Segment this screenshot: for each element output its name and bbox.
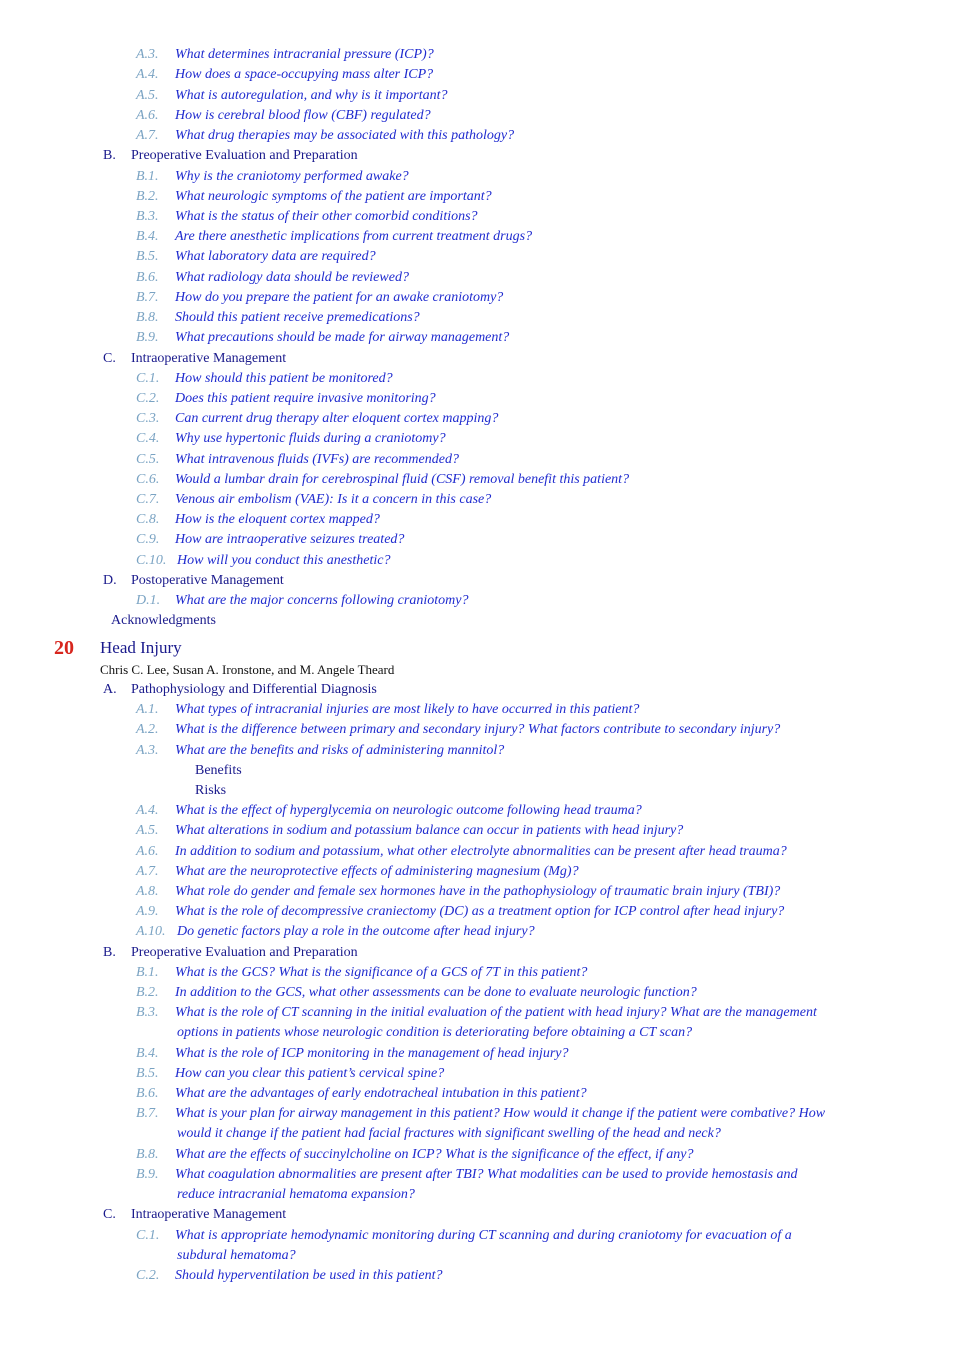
question-number: B.8. xyxy=(136,310,159,325)
section-title: Intraoperative Management xyxy=(131,351,287,366)
question-number: C.4. xyxy=(136,431,160,446)
chapter-title: Head Injury xyxy=(100,638,182,657)
question-text: How should this patient be monitored? xyxy=(175,371,393,386)
question-text: What is the role of decompressive craniectomy (DC) as a treatment option for ICP control after head injury? xyxy=(175,904,785,919)
question-text: What is the difference between primary and secondary injury? What factors contribute to secondary injury? xyxy=(175,722,781,737)
question-number: B.9. xyxy=(136,330,159,345)
question-text: Venous air embolism (VAE): Is it a concern in this case? xyxy=(175,492,492,507)
question-text: What is the role of ICP monitoring in the management of head injury? xyxy=(175,1046,569,1061)
question-number: A.6. xyxy=(136,844,159,859)
question-text: What alterations in sodium and potassium balance can occur in patients with head injury? xyxy=(175,823,684,838)
question-number: A.3. xyxy=(136,743,159,758)
question-number: C.2. xyxy=(136,1268,160,1283)
question-text: What is the effect of hyperglycemia on neurologic outcome following head trauma? xyxy=(175,803,642,818)
subheading-text: Risks xyxy=(195,783,227,798)
authors-text: Chris C. Lee, Susan A. Ironstone, and M. Angele Theard xyxy=(100,662,395,677)
question-text: Would a lumbar drain for cerebrospinal fluid (CSF) removal benefit this patient? xyxy=(175,472,630,487)
question-number: B.3. xyxy=(136,1005,159,1020)
section-letter: B. xyxy=(103,148,116,163)
question-number: B.6. xyxy=(136,270,159,285)
question-text: What laboratory data are required? xyxy=(175,249,376,264)
question-text: How can you clear this patient’s cervical spine? xyxy=(175,1066,445,1081)
question-number: A.7. xyxy=(136,864,159,879)
question-text: How is cerebral blood flow (CBF) regulated? xyxy=(175,108,431,123)
question-number: D.1. xyxy=(136,593,161,608)
question-number: B.9. xyxy=(136,1167,159,1182)
question-number: B.2. xyxy=(136,189,159,204)
question-number: A.6. xyxy=(136,108,159,123)
question-number: B.4. xyxy=(136,1046,159,1061)
question-number: C.10. xyxy=(136,553,167,568)
section-title: Preoperative Evaluation and Preparation xyxy=(131,148,358,163)
question-text: subdural hematoma? xyxy=(177,1248,296,1263)
question-number: C.8. xyxy=(136,512,160,527)
question-text: What precautions should be made for airway management? xyxy=(175,330,510,345)
question-text: Should hyperventilation be used in this patient? xyxy=(175,1268,443,1283)
question-number: A.2. xyxy=(136,722,159,737)
question-text: What are the neuroprotective effects of administering magnesium (Mg)? xyxy=(175,864,579,879)
section-title: Postoperative Management xyxy=(131,573,284,588)
section-letter: A. xyxy=(103,682,117,697)
question-number: A.5. xyxy=(136,823,159,838)
question-number: B.6. xyxy=(136,1086,159,1101)
question-text: How are intraoperative seizures treated? xyxy=(175,532,405,547)
question-number: B.7. xyxy=(136,290,159,305)
question-text: How does a space-occupying mass alter ICP? xyxy=(175,67,434,82)
question-text: Can current drug therapy alter eloquent cortex mapping? xyxy=(175,411,499,426)
question-number: C.2. xyxy=(136,391,160,406)
question-number: C.6. xyxy=(136,472,160,487)
question-number: B.2. xyxy=(136,985,159,1000)
question-number: B.8. xyxy=(136,1147,159,1162)
question-number: B.7. xyxy=(136,1106,159,1121)
question-number: B.1. xyxy=(136,169,159,184)
question-number: B.4. xyxy=(136,229,159,244)
question-text: What determines intracranial pressure (ICP)? xyxy=(175,47,434,62)
question-text: What is the status of their other comorbid conditions? xyxy=(175,209,478,224)
section-letter: C. xyxy=(103,1207,116,1222)
section-title: Pathophysiology and Differential Diagnosis xyxy=(131,682,377,697)
question-number: A.4. xyxy=(136,803,159,818)
question-number: B.5. xyxy=(136,249,159,264)
chapter-number: 20 xyxy=(54,637,74,659)
section-title: Preoperative Evaluation and Preparation xyxy=(131,945,358,960)
question-number: B.5. xyxy=(136,1066,159,1081)
question-text: In addition to the GCS, what other assessments can be done to evaluate neurologic function? xyxy=(175,985,697,1000)
question-number: B.1. xyxy=(136,965,159,980)
section-letter: B. xyxy=(103,945,116,960)
question-number: A.10. xyxy=(136,924,166,939)
question-text: What are the effects of succinylcholine on ICP? What is the significance of the effect, if any? xyxy=(175,1147,694,1162)
question-text: How will you conduct this anesthetic? xyxy=(177,553,391,568)
question-number: C.3. xyxy=(136,411,160,426)
question-text: What neurologic symptoms of the patient are important? xyxy=(175,189,492,204)
question-number: B.3. xyxy=(136,209,159,224)
question-text: In addition to sodium and potassium, what other electrolyte abnormalities can be present after head trauma? xyxy=(175,844,787,859)
question-text: What are the benefits and risks of administering mannitol? xyxy=(175,743,505,758)
question-text: What is the GCS? What is the significance of a GCS of 7T in this patient? xyxy=(175,965,588,980)
question-text: How do you prepare the patient for an awake craniotomy? xyxy=(175,290,504,305)
question-number: C.5. xyxy=(136,452,160,467)
question-number: A.7. xyxy=(136,128,159,143)
question-text: would it change if the patient had facial fractures with significant swelling of the head and neck? xyxy=(177,1126,721,1141)
question-number: C.7. xyxy=(136,492,160,507)
section-title: Intraoperative Management xyxy=(131,1207,287,1222)
question-text: Why is the craniotomy performed awake? xyxy=(175,169,409,184)
question-text: What types of intracranial injuries are most likely to have occurred in this patient? xyxy=(175,702,640,717)
question-number: A.1. xyxy=(136,702,159,717)
question-text: What is the role of CT scanning in the initial evaluation of the patient with head injury? What are the management xyxy=(175,1005,817,1020)
question-number: A.5. xyxy=(136,88,159,103)
question-text: Do genetic factors play a role in the outcome after head injury? xyxy=(177,924,535,939)
question-text: What role do gender and female sex hormones have in the pathophysiology of traumatic brain injury (TBI)? xyxy=(175,884,781,899)
question-text: What are the advantages of early endotracheal intubation in this patient? xyxy=(175,1086,587,1101)
question-text: Does this patient require invasive monitoring? xyxy=(175,391,436,406)
question-text: What is appropriate hemodynamic monitoring during CT scanning and during craniotomy for evacuation of a xyxy=(175,1228,792,1243)
question-text: options in patients whose neurologic condition is deteriorating before obtaining a CT scan? xyxy=(177,1025,693,1040)
question-text: Are there anesthetic implications from current treatment drugs? xyxy=(175,229,533,244)
question-text: reduce intracranial hematoma expansion? xyxy=(177,1187,415,1202)
question-text: What are the major concerns following craniotomy? xyxy=(175,593,469,608)
question-text: How is the eloquent cortex mapped? xyxy=(175,512,380,527)
question-number: A.9. xyxy=(136,904,159,919)
question-number: A.4. xyxy=(136,67,159,82)
acknowledgments-text: Acknowledgments xyxy=(111,613,216,628)
question-text: What drug therapies may be associated with this pathology? xyxy=(175,128,515,143)
question-text: What radiology data should be reviewed? xyxy=(175,270,409,285)
question-number: C.9. xyxy=(136,532,160,547)
question-number: A.8. xyxy=(136,884,159,899)
section-letter: D. xyxy=(103,573,117,588)
question-text: What coagulation abnormalities are present after TBI? What modalities can be used to provide hemostasis and xyxy=(175,1167,798,1182)
subheading-text: Benefits xyxy=(195,763,242,778)
question-text: Should this patient receive premedications? xyxy=(175,310,420,325)
question-number: C.1. xyxy=(136,1228,160,1243)
question-text: What intravenous fluids (IVFs) are recommended? xyxy=(175,452,459,467)
section-letter: C. xyxy=(103,351,116,366)
question-text: What is autoregulation, and why is it important? xyxy=(175,88,448,103)
question-number: C.1. xyxy=(136,371,160,386)
question-text: What is your plan for airway management in this patient? How would it change if the patient were combative? How xyxy=(175,1106,826,1121)
question-number: A.3. xyxy=(136,47,159,62)
question-text: Why use hypertonic fluids during a craniotomy? xyxy=(175,431,446,446)
